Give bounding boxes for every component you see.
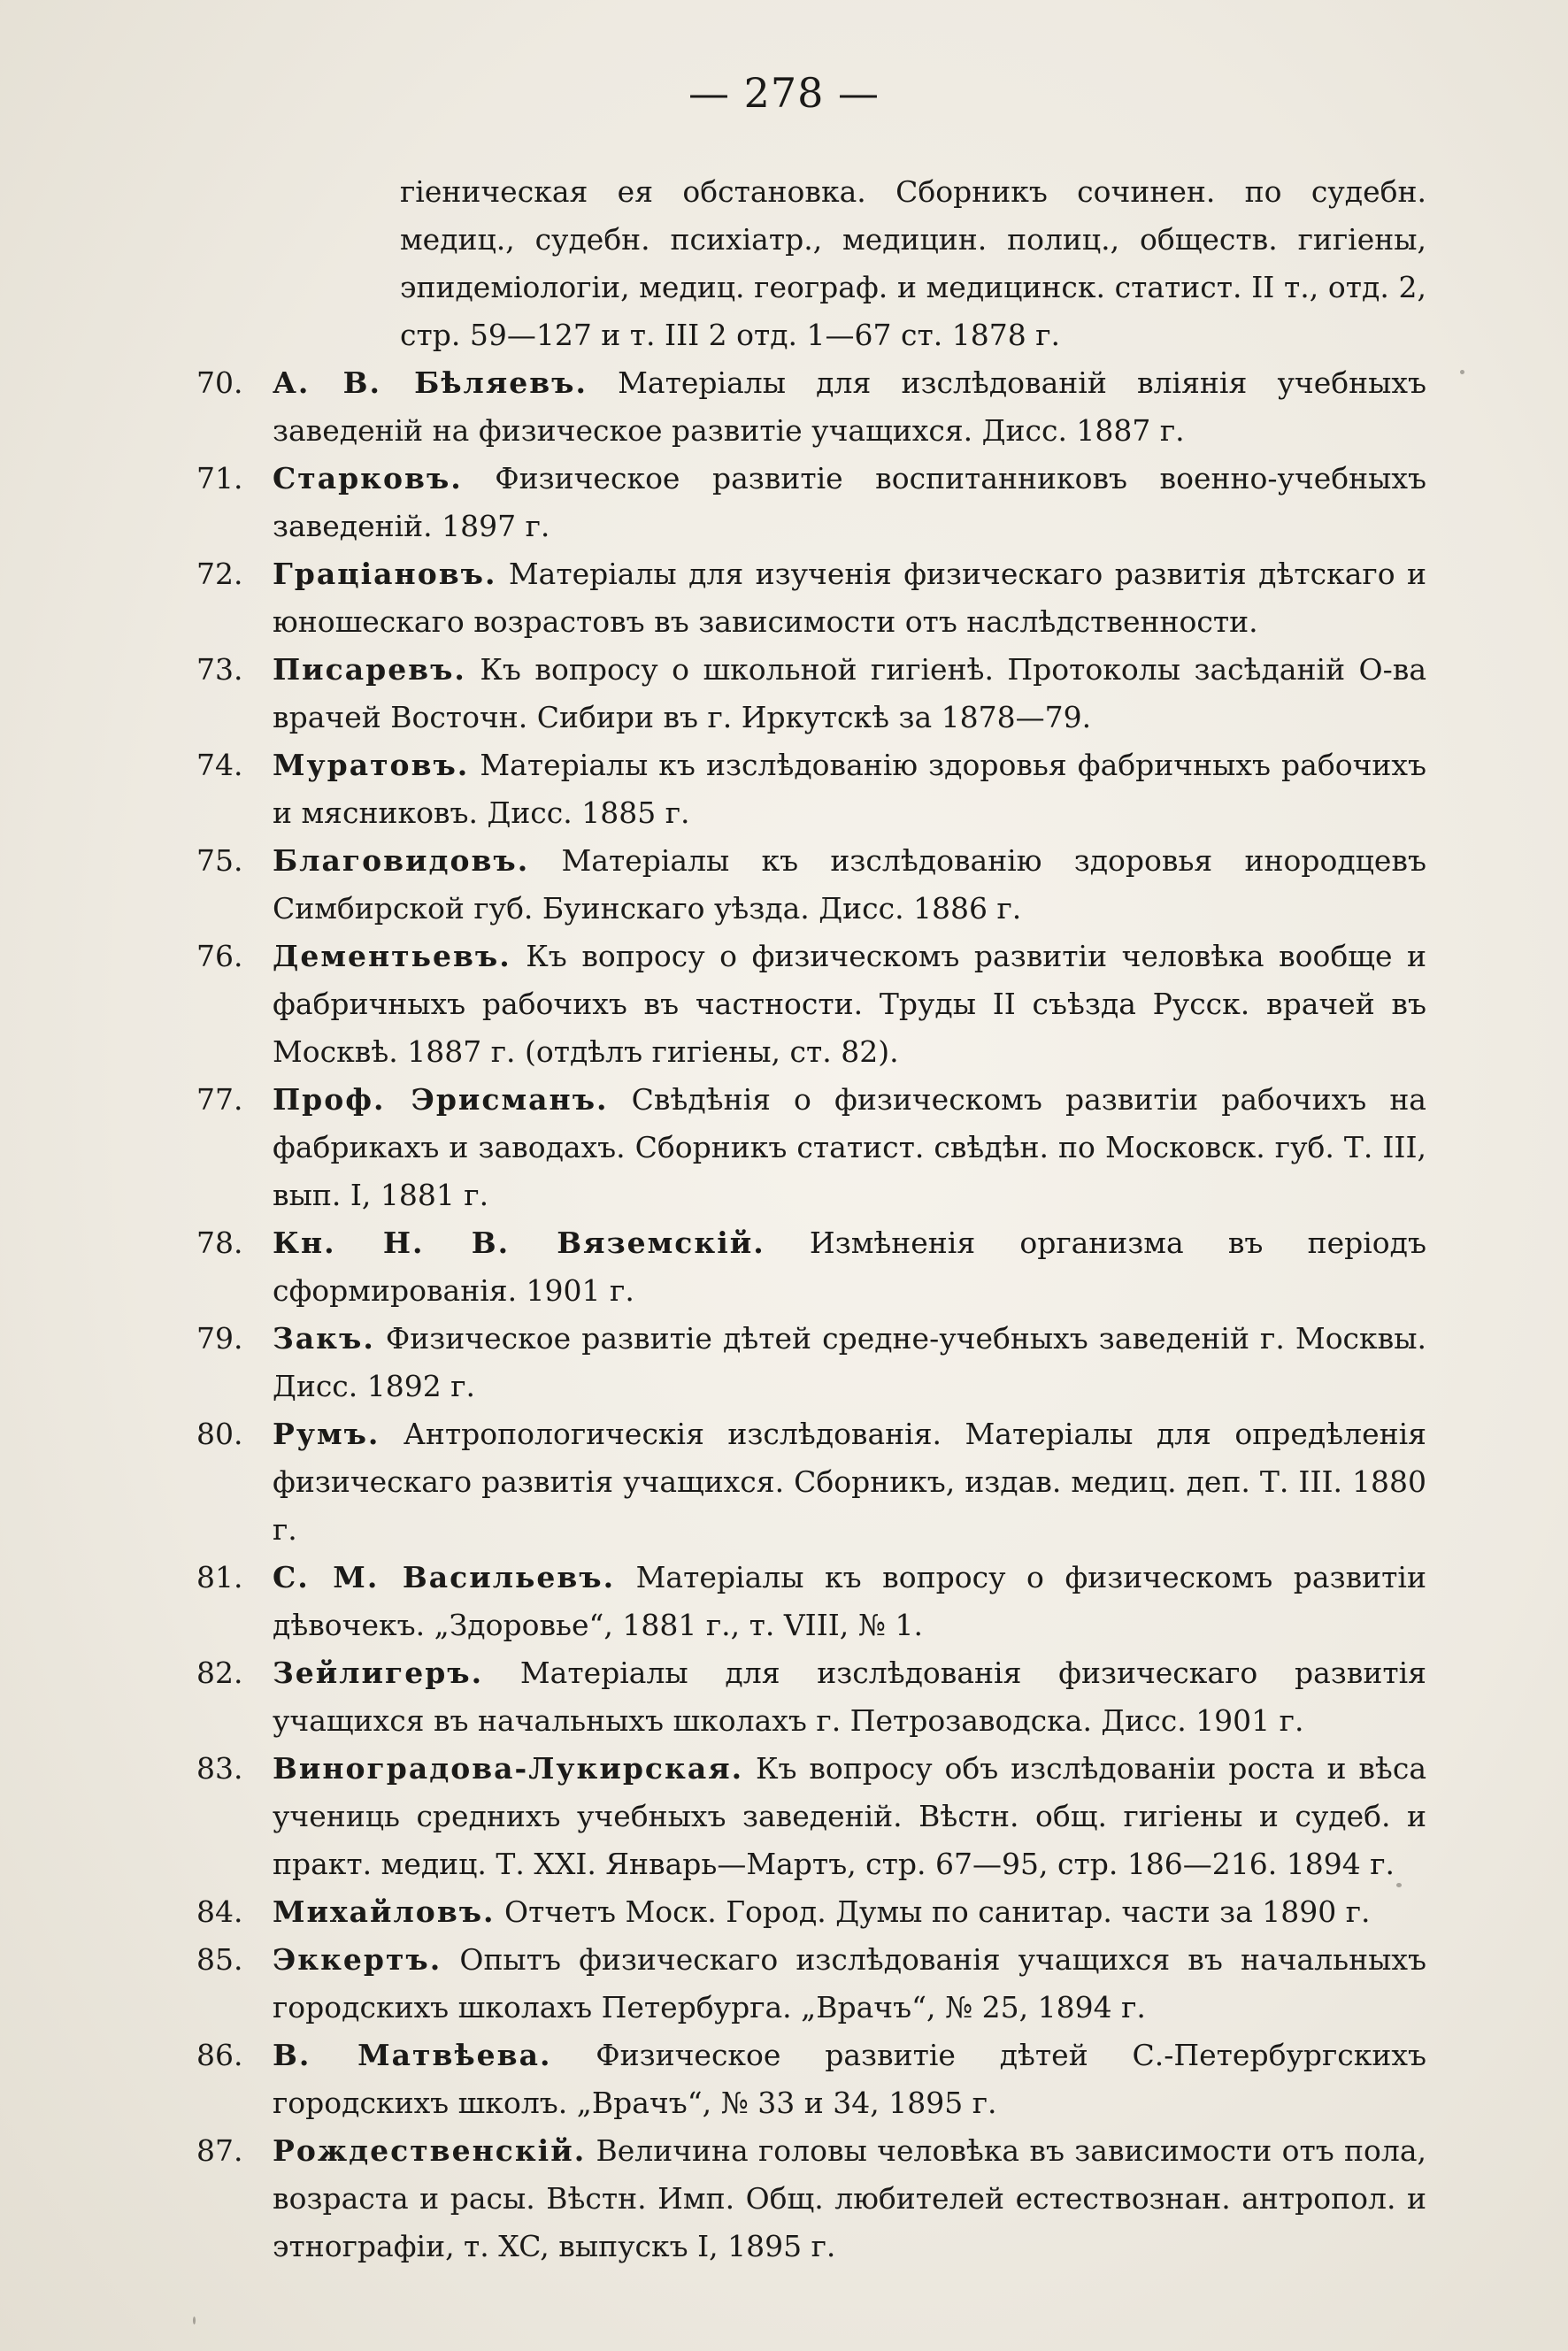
entry-title: Матеріалы для изслѣдованія физическаго развитія учащихся въ начальныхъ школахъ г. Петрозаводска. Дисс. 1901 г. [273,1656,1426,1738]
bibliography-entry [196,1315,1426,1410]
entry-author: Старковъ. [273,461,463,496]
entry-number: 87. [196,2133,243,2168]
bibliography-entry [196,1410,1426,1554]
entry-text [273,1315,1426,1410]
entry-author: В. Матвѣева. [273,2038,552,2072]
entry-title: Отчетъ Моск. Город. Думы по санитар. части за 1890 г. [495,1894,1371,1929]
paper-speck [1396,1883,1402,1887]
entry-title: Свѣдѣнія о физическомъ развитіи рабочихъ на фабрикахъ и заводахъ. Сборникъ статист. свѣдѣн. по Московск. губ. Т. III, вып. I, 1881 г. [273,1082,1426,1212]
entry-text [273,1745,1426,1888]
entry-title: Измѣненія организма въ періодъ сформированія. 1901 г. [273,1225,1426,1308]
bibliography-entry [196,1649,1426,1745]
bibliography-entry [196,1219,1426,1315]
entry-title: Къ вопросу о школьной гигіенѣ. Протоколы засѣданій О-ва врачей Восточн. Сибири въ г. Иркутскѣ за 1878—79. [273,652,1426,734]
bibliography-entry [196,646,1426,741]
entry-title: Антропологическія изслѣдованія. Матеріалы для опредѣленія физическаго развитія учащихся. Сборникъ, издав. медиц. деп. Т. III. 1880 г. [273,1417,1426,1547]
entry-author: Кн. Н. В. Вяземскій. [273,1225,765,1260]
entry-number: 80. [196,1417,243,1451]
entry-number: 71. [196,461,243,496]
entry-text [273,646,1426,741]
entry-author: Виноградова-Лукирская. [273,1751,744,1786]
bibliography-entries [196,359,1426,2270]
entry-author: Дементьевъ. [273,939,511,973]
entry-number: 72. [196,557,243,591]
bibliography-entry [196,1745,1426,1888]
entry-text [273,1649,1426,1745]
bibliography-entry [196,455,1426,550]
entry-number: 84. [196,1894,243,1929]
entry-title: Матеріалы къ изслѣдованію здоровья инородцевъ Симбирской губ. Буинскаго уѣзда. Дисс. 1886 г. [273,843,1426,926]
entry-title: Матеріалы къ вопросу о физическомъ развитіи дѣвочекъ. „Здоровье“, 1881 г., т. VIII, № 1. [273,1560,1426,1642]
entry-number: 79. [196,1321,243,1356]
entry-number: 81. [196,1560,243,1594]
bibliography-entry [196,1076,1426,1219]
entry-number: 78. [196,1225,243,1260]
bibliography-entry [196,1936,1426,2032]
entry-author: Закъ. [273,1321,375,1356]
entry-title: Матеріалы для изученія физическаго развитія дѣтскаго и юношескаго возрастовъ въ зависимости отъ наслѣдственности. [273,557,1426,639]
entry-number: 70. [196,365,243,400]
bibliography-entry [196,1554,1426,1649]
entry-number: 74. [196,748,243,782]
bibliography-entry [196,933,1426,1076]
entry-title: Опытъ физическаго изслѣдованія учащихся въ начальныхъ городскихъ школахъ Петербурга. „Врачъ“, № 25, 1894 г. [273,1942,1426,2024]
entry-title: Матеріалы къ изслѣдованію здоровья фабричныхъ рабочихъ и мясниковъ. Дисс. 1885 г. [273,748,1426,830]
entry-number: 77. [196,1082,243,1117]
entry-text [273,455,1426,550]
entry-author: Рождественскій. [273,2133,587,2168]
entry-author: Румъ. [273,1417,380,1451]
entry-text [273,2032,1426,2127]
entry-number: 73. [196,652,243,687]
entry-title: Величина головы человѣка въ зависимости отъ пола, возраста и расы. Вѣстн. Имп. Общ. любителей естествознан. антропол. и этнографіи, т. XC, выпускъ I, 1895 г. [273,2133,1426,2263]
entry-author: Проф. Эрисманъ. [273,1082,609,1117]
entry-text [273,933,1426,1076]
paper-speck [193,2316,196,2324]
entry-number: 76. [196,939,243,973]
entry-author: Писаревъ. [273,652,466,687]
page-number: — 278 — [688,69,880,117]
entry-author: С. М. Васильевъ. [273,1560,616,1594]
bibliography-entry [196,837,1426,933]
bibliography-entry [196,550,1426,646]
entry-author: Эккертъ. [273,1942,442,1977]
entry-title: Къ вопросу о физическомъ развитіи человѣка вообще и фабричныхъ рабочихъ въ частности. Труды II съѣзда Русск. врачей въ Москвѣ. 1887 г. (отдѣлъ гигіены, ст. 82). [273,939,1426,1069]
entry-author: Михайловъ. [273,1894,496,1929]
continuation-paragraph: гіеническая ея обстановка. Сборникъ сочинен. по судебн. медиц., судебн. психіатр., медицин. полиц., обществ. гигіены, эпидеміологіи, медиц. географ. и медицинск. статист. II т., отд. 2, стр. 59—127 и т. III 2 отд. 1—67 ст. 1878 г. [400,174,1426,352]
entry-text [273,1219,1426,1315]
entry-author: А. В. Бѣляевъ. [273,365,588,400]
entry-title: Физическое развитіе дѣтей средне-учебныхъ заведеній г. Москвы. Дисс. 1892 г. [273,1321,1426,1403]
entry-text [273,1888,1426,1936]
entry-number: 75. [196,843,243,878]
entry-text [273,359,1426,455]
entry-title: Матеріалы для изслѣдованій вліянія учебныхъ заведеній на физическое развитіе учащихся. Дисс. 1887 г. [273,365,1426,448]
entry-title: Физическое развитіе воспитанниковъ военно-учебныхъ заведеній. 1897 г. [273,461,1426,543]
entry-text [273,1410,1426,1554]
entry-text [273,1076,1426,1219]
entry-text [273,837,1426,933]
entry-number: 82. [196,1656,243,1690]
entry-author: Грацiановъ. [273,557,497,591]
entry-text [273,550,1426,646]
entry-number: 83. [196,1751,243,1786]
paper-speck [1460,370,1464,374]
entry-text [273,741,1426,837]
entry-text [273,1936,1426,2032]
bibliography-entry [196,1888,1426,1936]
entry-author: Муратовъ. [273,748,470,782]
bibliography-list [196,168,1426,2270]
entry-number: 86. [196,2038,243,2072]
bibliography-entry [196,2032,1426,2127]
entry-title: Къ вопросу объ изслѣдованіи роста и вѣса учениць среднихъ учебныхъ заведеній. Вѣстн. общ. гигіены и судеб. и практ. медиц. Т. XXI. Январь—Мартъ, стр. 67—95, стр. 186—216. 1894 г. [273,1751,1426,1881]
bibliography-entry [196,741,1426,837]
bibliography-entry [196,359,1426,455]
entry-number: 85. [196,1942,243,1977]
entry-title: Физическое развитіе дѣтей С.-Петербургскихъ городскихъ школъ. „Врачъ“, № 33 и 34, 1895 г. [273,2038,1426,2120]
entry-text [273,2127,1426,2270]
entry-text [273,1554,1426,1649]
entry-author: Зейлигеръ. [273,1656,484,1690]
entry-author: Благовидовъ. [273,843,530,878]
bibliography-entry [196,2127,1426,2270]
